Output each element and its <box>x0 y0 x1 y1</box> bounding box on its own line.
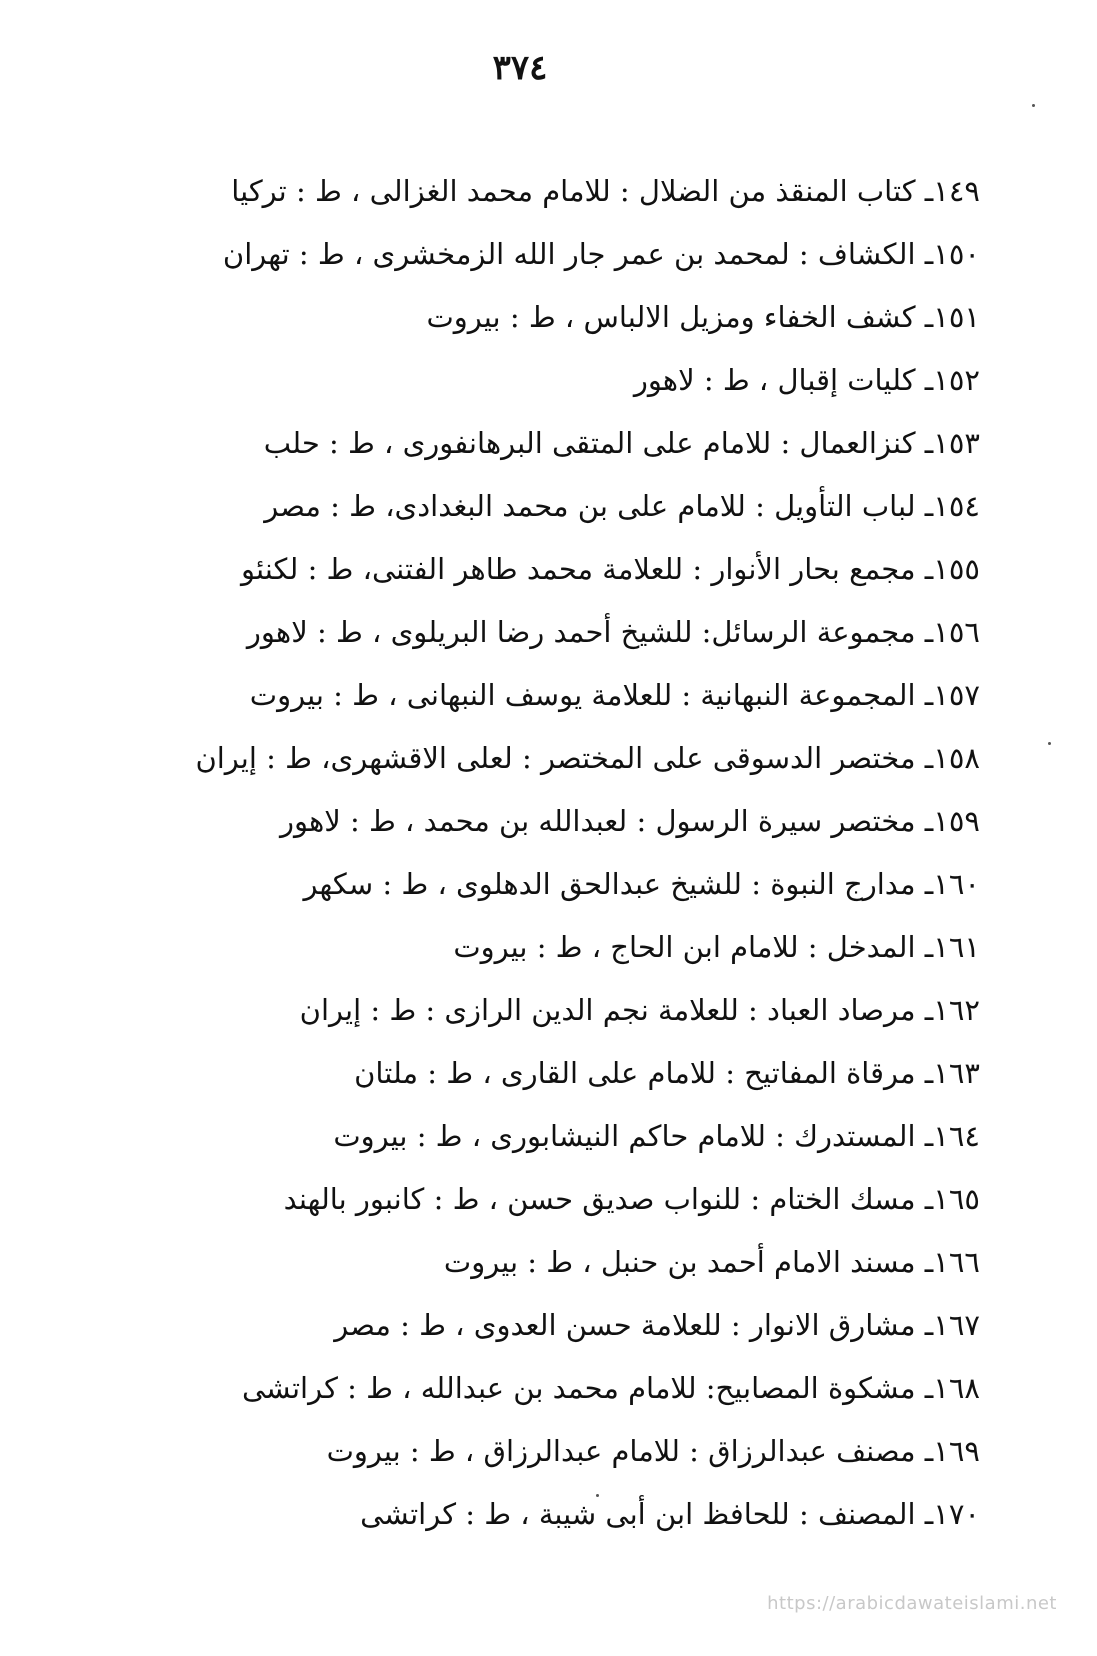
bibliography-entry: ١٦٠ـ مدارج النبوة : للشيخ عبدالحق الدهلوى ، ط : سكهر <box>303 867 980 901</box>
scan-speck <box>1032 104 1035 107</box>
bibliography-entry: ١٥٣ـ كنزالعمال : للامام على المتقى البرهانفورى ، ط : حلب <box>263 426 980 460</box>
bibliography-entry: ١٦٤ـ المستدرك : للامام حاكم النيشابورى ، ط : بيروت <box>333 1119 980 1153</box>
bibliography-entry: ١٦٨ـ مشكوة المصابيح: للامام محمد بن عبدالله ، ط : كراتشى <box>241 1371 980 1405</box>
scan-speck <box>596 1494 599 1497</box>
bibliography-entry: ١٥٤ـ لباب التأويل : للامام على بن محمد البغدادى، ط : مصر <box>264 489 980 523</box>
bibliography-entry: ١٥١ـ كشف الخفاء ومزيل الالباس ، ط : بيروت <box>426 300 980 334</box>
bibliography-entry: ١٦٢ـ مرصاد العباد : للعلامة نجم الدين الرازى : ط : إيران <box>299 993 980 1027</box>
bibliography-entry: ١٧٠ـ المصنف : للحافظ ابن أبى شيبة ، ط : كراتشى <box>360 1497 980 1531</box>
bibliography-entry: ١٥٠ـ الكشاف : لمحمد بن عمر جار الله الزمخشرى ، ط : تهران <box>222 237 980 271</box>
bibliography-entry: ١٦٩ـ مصنف عبدالرزاق : للامام عبدالرزاق ، ط : بيروت <box>326 1434 980 1468</box>
scan-speck <box>1048 742 1051 745</box>
bibliography-entry: ١٦٣ـ مرقاة المفاتيح : للامام على القارى ، ط : ملتان <box>354 1056 980 1090</box>
watermark-url: https://arabicdawateislami.net <box>767 1593 1057 1614</box>
bibliography-entry: ١٦٦ـ مسند الامام أحمد بن حنبل ، ط : بيروت <box>443 1245 980 1279</box>
bibliography-entry: ١٥٥ـ مجمع بحار الأنوار : للعلامة محمد طاهر الفتنى، ط : لكنئو <box>241 552 980 586</box>
bibliography-list <box>110 160 980 1546</box>
page-number: ٣٧٤ <box>492 48 548 88</box>
bibliography-entry: ١٥٨ـ مختصر الدسوقى على المختصر : لعلى الاقشهرى، ط : إيران <box>195 741 980 775</box>
bibliography-entry: ١٦٥ـ مسك الختام : للنواب صديق حسن ، ط : كانبور بالهند <box>283 1182 980 1216</box>
bibliography-entry: ١٥٧ـ المجموعة النبهانية : للعلامة يوسف النبهانى ، ط : بيروت <box>249 678 980 712</box>
bibliography-entry: ١٦١ـ المدخل : للامام ابن الحاج ، ط : بيروت <box>453 930 980 964</box>
bibliography-entry: ١٤٩ـ كتاب المنقذ من الضلال : للامام محمد الغزالى ، ط : تركيا <box>231 174 980 208</box>
bibliography-entry: ١٥٢ـ كليات إقبال ، ط : لاهور <box>633 363 980 397</box>
bibliography-entry: ١٥٩ـ مختصر سيرة الرسول : لعبدالله بن محمد ، ط : لاهور <box>279 804 980 838</box>
bibliography-entry: ١٦٧ـ مشارق الانوار : للعلامة حسن العدوى ، ط : مصر <box>334 1308 980 1342</box>
bibliography-entry: ١٥٦ـ مجموعة الرسائل: للشيخ أحمد رضا البريلوى ، ط : لاهور <box>246 615 980 649</box>
